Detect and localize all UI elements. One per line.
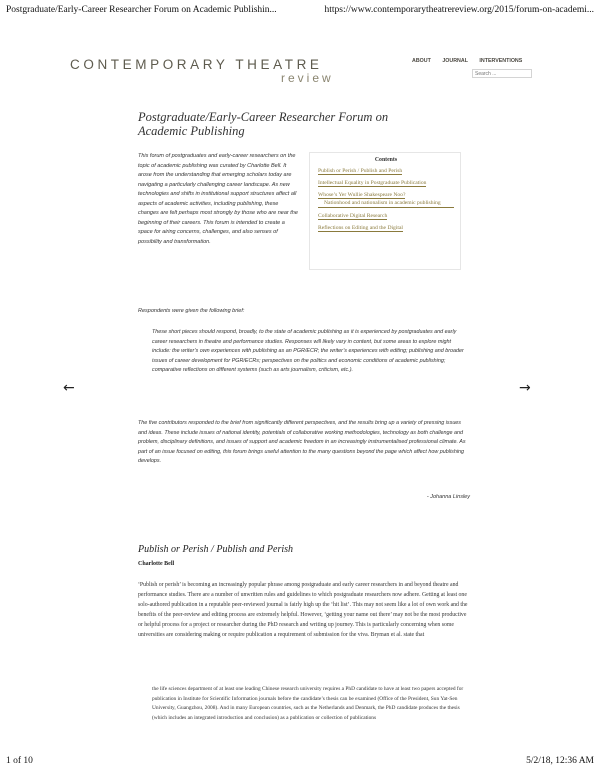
section-author: Charlotte Bell [138, 561, 175, 567]
site-masthead[interactable] [70, 57, 334, 85]
print-footer [6, 756, 594, 770]
toc-link-publish-or-perish[interactable]: Publish or Perish / Publish and Perish [318, 168, 403, 174]
toc-link-reflections-editing[interactable]: Reflections on Editing and the Digital [318, 225, 403, 231]
search-input[interactable]: Search ... [472, 69, 532, 78]
article-title: Postgraduate/Early-Career Researcher Forum on Academic Publishing [138, 110, 389, 138]
signature: - Johanna Linsley [426, 494, 470, 500]
top-navigation [412, 58, 532, 64]
print-page-title: Postgraduate/Early-Career Researcher Forum on Academic Publishin... [6, 5, 277, 15]
section-title: Publish or Perish / Publish and Perish [138, 544, 293, 555]
contents-title: Contents [374, 157, 398, 163]
site-title[interactable]: CONTEMPORARY THEATRE [70, 57, 323, 72]
intro-paragraph: This forum of postgraduates and early-career researchers on the topic of academic publishing was curated by Charlotte Bell. It arose from the understanding that emerging scholars today are navigating a particularly challenging career landscape. As new technologies and shifts in institutional support structures affect all aspects of academic activities, including publishing, these changes are felt perhaps most strongly by those who are near the beginning of their careers. This forum is intended to create a space for airing concerns, challenges, and also senses of possibility and transformation. [138, 153, 298, 245]
print-header [6, 5, 594, 19]
right-arrow-icon[interactable]: → [519, 380, 531, 396]
print-datetime: 5/2/18, 12:36 AM [526, 756, 594, 766]
nav-interventions[interactable]: INTERVENTIONS [479, 58, 523, 64]
print-page-url[interactable]: https://www.contemporarytheatrereview.org/2015/forum-on-academi... [324, 5, 594, 15]
section-quote: the life sciences department of at least one leading Chinese research university requires a PhD candidate to have at least two papers accepted for publication in Institute for Scientific Information journals before the candidate’s thesis can be examined (Office of the President, Sun Yat-Sen University, Guangzhou, 2008). And in many European countries, such as the Netherlands and Denmark, the PhD candidate produces the thesis (which includes an integrated introduction and conclusion) as a publication or collection of publications [152, 686, 464, 721]
brief-quote: These short pieces should respond, broadly, to the state of academic publishing as it is experienced by postgraduates and early career researchers in theatre and performance studies. Responses will likely vary in content, but some areas to explore might include: the writer’s own experiences with publishing as an PGR/ECR; the writer’s experiences with editing; publishing and broader issues of career development for PGR/ECRs; perspectives on the politics and economic conditions of academic publishing; comparative reflections on different systems (such as arts journalism, criticism, etc.). [152, 329, 464, 373]
contributors-paragraph: The five contributors responded to the brief from significantly different perspectives, and the results bring up a variety of pressing issues and ideas. These include issues of national identity, potentials of collaborative working methodologies, technology as both challenge and problem, disciplinary definitions, and issues of support and academic freedom in an increasingly instrumentalised professional climate. As part of an issue focused on editing, this forum brings useful attention to the many questions beyond the page which affect how publishing develops. [138, 420, 466, 464]
toc-link-intellectual-equality[interactable]: Intellectual Equality in Postgraduate Publication [318, 180, 427, 186]
toc-link-shakespeare[interactable]: Whose’s Yer Wullie Shakespeare Noo? Nationhood and nationalism in academic publishing [318, 191, 454, 208]
contents-box [309, 152, 461, 270]
nav-about[interactable]: ABOUT [412, 58, 431, 64]
nav-journal[interactable]: JOURNAL [442, 58, 468, 64]
page-count: 1 of 10 [6, 756, 33, 766]
section-paragraph: ‘Publish or perish’ is becoming an increasingly popular phrase among postgraduate and early career researchers in and beyond theatre and performance studies. There are a number of unwritten rules and guidelines to which postgraduate researchers now adhere. Getting at least one solo-authored publication in a reputable peer-reviewed journal is fairly high up the ‘hit list’. This may not seem like a lot of own work and the benefits of the peer-review and editing process are extremely helpful. However, ‘getting your name out there’ may not be the most productive or helpful process for a project or researcher during the PhD research and writing up journey. This is particularly concerning when some universities are considering making or require publication a requirement of submission for the viva. Bryman et al. state that [138, 582, 468, 638]
left-arrow-icon[interactable]: ← [63, 380, 75, 396]
respondents-line: Respondents were given the following brief: [138, 308, 245, 314]
site-subtitle[interactable]: review [281, 71, 334, 85]
toc-link-collaborative-research[interactable]: Collaborative Digital Research [318, 213, 388, 219]
